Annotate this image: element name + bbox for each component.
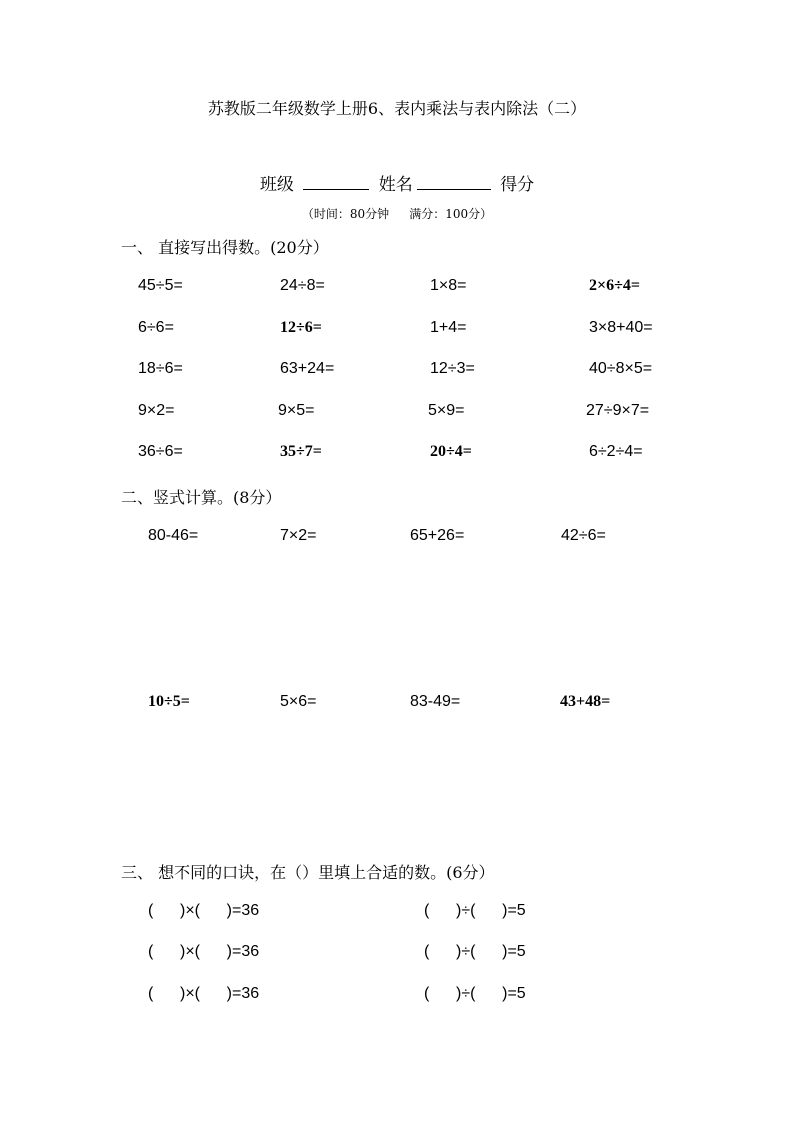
- vertical-problem: 43+48=: [560, 693, 611, 710]
- student-info-line: [0, 170, 794, 195]
- vertical-problem: 10÷5=: [148, 693, 190, 710]
- problem: 12÷6=: [280, 319, 322, 336]
- fill-blank-problem[interactable]: ( )÷( )=5: [424, 985, 526, 1002]
- name-label: 姓名: [378, 175, 413, 195]
- problem: 40÷8×5=: [589, 360, 653, 377]
- problem: 1×8=: [430, 277, 467, 294]
- problem: 35÷7=: [280, 443, 322, 460]
- problem: 2×6÷4=: [589, 277, 641, 294]
- problem: 6÷2÷4=: [589, 443, 643, 460]
- problem: 27÷9×7=: [586, 402, 650, 419]
- score-label: 得分: [500, 175, 535, 195]
- vertical-problem: 7×2=: [280, 527, 317, 544]
- fill-blank-problem[interactable]: ( )÷( )=5: [424, 943, 526, 960]
- section-3-heading: 三、 想不同的口诀，在（）里填上合适的数。(6分）: [121, 863, 495, 882]
- problem: 18÷6=: [138, 360, 183, 377]
- problem: 20÷4=: [430, 443, 472, 460]
- problem: 45÷5=: [138, 277, 183, 294]
- worksheet-title: 苏教版二年级数学上册6、表内乘法与表内除法（二）: [207, 99, 587, 118]
- problem: 3×8+40=: [589, 319, 653, 336]
- vertical-problem: 80-46=: [148, 527, 199, 544]
- fill-blank-problem[interactable]: ( )×( )=36: [148, 985, 260, 1002]
- fill-blank-problem[interactable]: ( )×( )=36: [148, 902, 260, 919]
- vertical-problem: 83-49=: [410, 693, 461, 710]
- section-2-heading: 二、竖式计算。(8分）: [121, 488, 282, 507]
- vertical-problem: 5×6=: [280, 693, 317, 710]
- vertical-problem: 65+26=: [410, 527, 465, 544]
- problem: 9×2=: [138, 402, 175, 419]
- problem: 6÷6=: [138, 319, 174, 336]
- problem: 63+24=: [280, 360, 335, 377]
- problem: 1+4=: [430, 319, 467, 336]
- class-blank[interactable]: [303, 171, 369, 190]
- problem: 12÷3=: [430, 360, 475, 377]
- fill-blank-problem[interactable]: ( )÷( )=5: [424, 902, 526, 919]
- problem: 36÷6=: [138, 443, 183, 460]
- name-blank[interactable]: [417, 171, 491, 190]
- problem: 24÷8=: [280, 277, 325, 294]
- time-note: （时间：80分钟: [301, 207, 390, 221]
- exam-note: [0, 205, 794, 222]
- fill-blank-problem[interactable]: ( )×( )=36: [148, 943, 260, 960]
- full-score-note: 满分：100分）: [409, 207, 493, 221]
- vertical-problem: 42÷6=: [561, 527, 606, 544]
- problem: 5×9=: [428, 402, 465, 419]
- problem: 9×5=: [278, 402, 315, 419]
- section-1-heading: 一、 直接写出得数。(20分）: [121, 238, 329, 257]
- class-label: 班级: [259, 175, 294, 195]
